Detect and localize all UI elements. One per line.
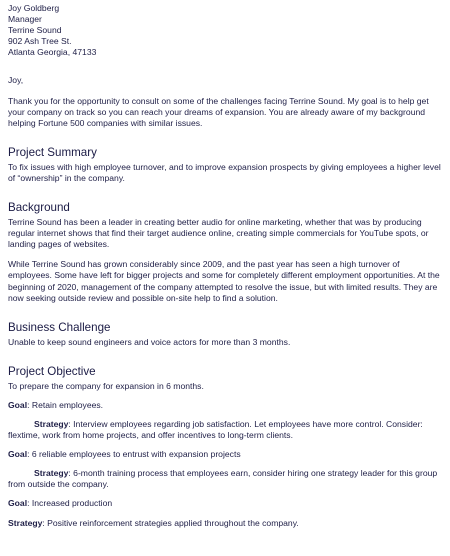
project-summary-text: To fix issues with high employee turnover, and to improve expansion prospects by giving employees a higher level of “ownership” in the company.	[8, 161, 441, 183]
goal-text: : Retain employees.	[27, 399, 104, 410]
strategy-label: Strategy	[8, 517, 43, 528]
intro-paragraph: Thank you for the opportunity to consult on some of the challenges facing Terrine Sound. My goal is to help get your company on track so you can reach your dreams of expansion. You are already aware of my background helping Fortune 500 companies with similar issues.	[8, 95, 429, 128]
goal-label: Goal	[8, 498, 28, 509]
project-summary-heading: Project Summary	[8, 145, 97, 159]
goal-item	[8, 400, 442, 411]
business-challenge-heading: Business Challenge	[8, 320, 111, 334]
goal-text: : 6 reliable employees to entrust with expansion projects	[27, 449, 241, 460]
recipient-street: 902 Ash Tree St.	[8, 36, 72, 47]
strategy-text: : Interview employees regarding job satisfaction. Let employees have more control. Consider: flextime, work from home projects, and offer incentives to long-term clients.	[8, 418, 423, 441]
recipient-company: Terrine Sound	[8, 25, 62, 36]
goal-label: Goal	[8, 399, 28, 410]
strategy-label: Strategy	[34, 418, 69, 429]
strategy-item	[8, 419, 442, 441]
background-heading: Background	[8, 201, 70, 215]
project-objective-heading: Project Objective	[8, 364, 96, 378]
greeting: Joy,	[8, 75, 24, 86]
goal-item	[8, 449, 442, 460]
recipient-address	[8, 3, 442, 58]
strategy-text: : Positive reinforcement strategies applied throughout the company.	[42, 517, 299, 528]
strategy-item	[8, 468, 442, 490]
background-paragraph-1: Terrine Sound has been a leader in creating better audio for online marketing, whether that was by producing regular internet shows that find their target audience online, creating simple commercials for YouTube spots, or landing pages of websites.	[8, 217, 429, 250]
recipient-title: Manager	[8, 14, 42, 25]
project-objective-intro: To prepare the company for expansion in 6 months.	[8, 380, 204, 391]
strategy-text: : 6-month training process that employees earn, consider hiring one strategy leader for this group from outside the company.	[8, 468, 438, 490]
strategy-label: Strategy	[34, 468, 69, 479]
strategy-item	[8, 518, 442, 529]
goal-item	[8, 498, 442, 509]
goal-label: Goal	[8, 449, 28, 460]
background-paragraph-2: While Terrine Sound has grown considerably since 2009, and the past year has seen a high turnover of employees. Some have left for bigger projects and some for completely different employment opportunities. At the beginning of 2020, management of the company attempted to resolve the issue, but with limited results. They are now seeking outside review and possible on-site help to find a solution.	[8, 259, 440, 303]
goal-text: : Increased production	[27, 498, 113, 509]
recipient-city: Atlanta Georgia, 47133	[8, 47, 97, 58]
business-challenge-text: Unable to keep sound engineers and voice actors for more than 3 months.	[8, 336, 291, 347]
recipient-name: Joy Goldberg	[8, 3, 60, 13]
